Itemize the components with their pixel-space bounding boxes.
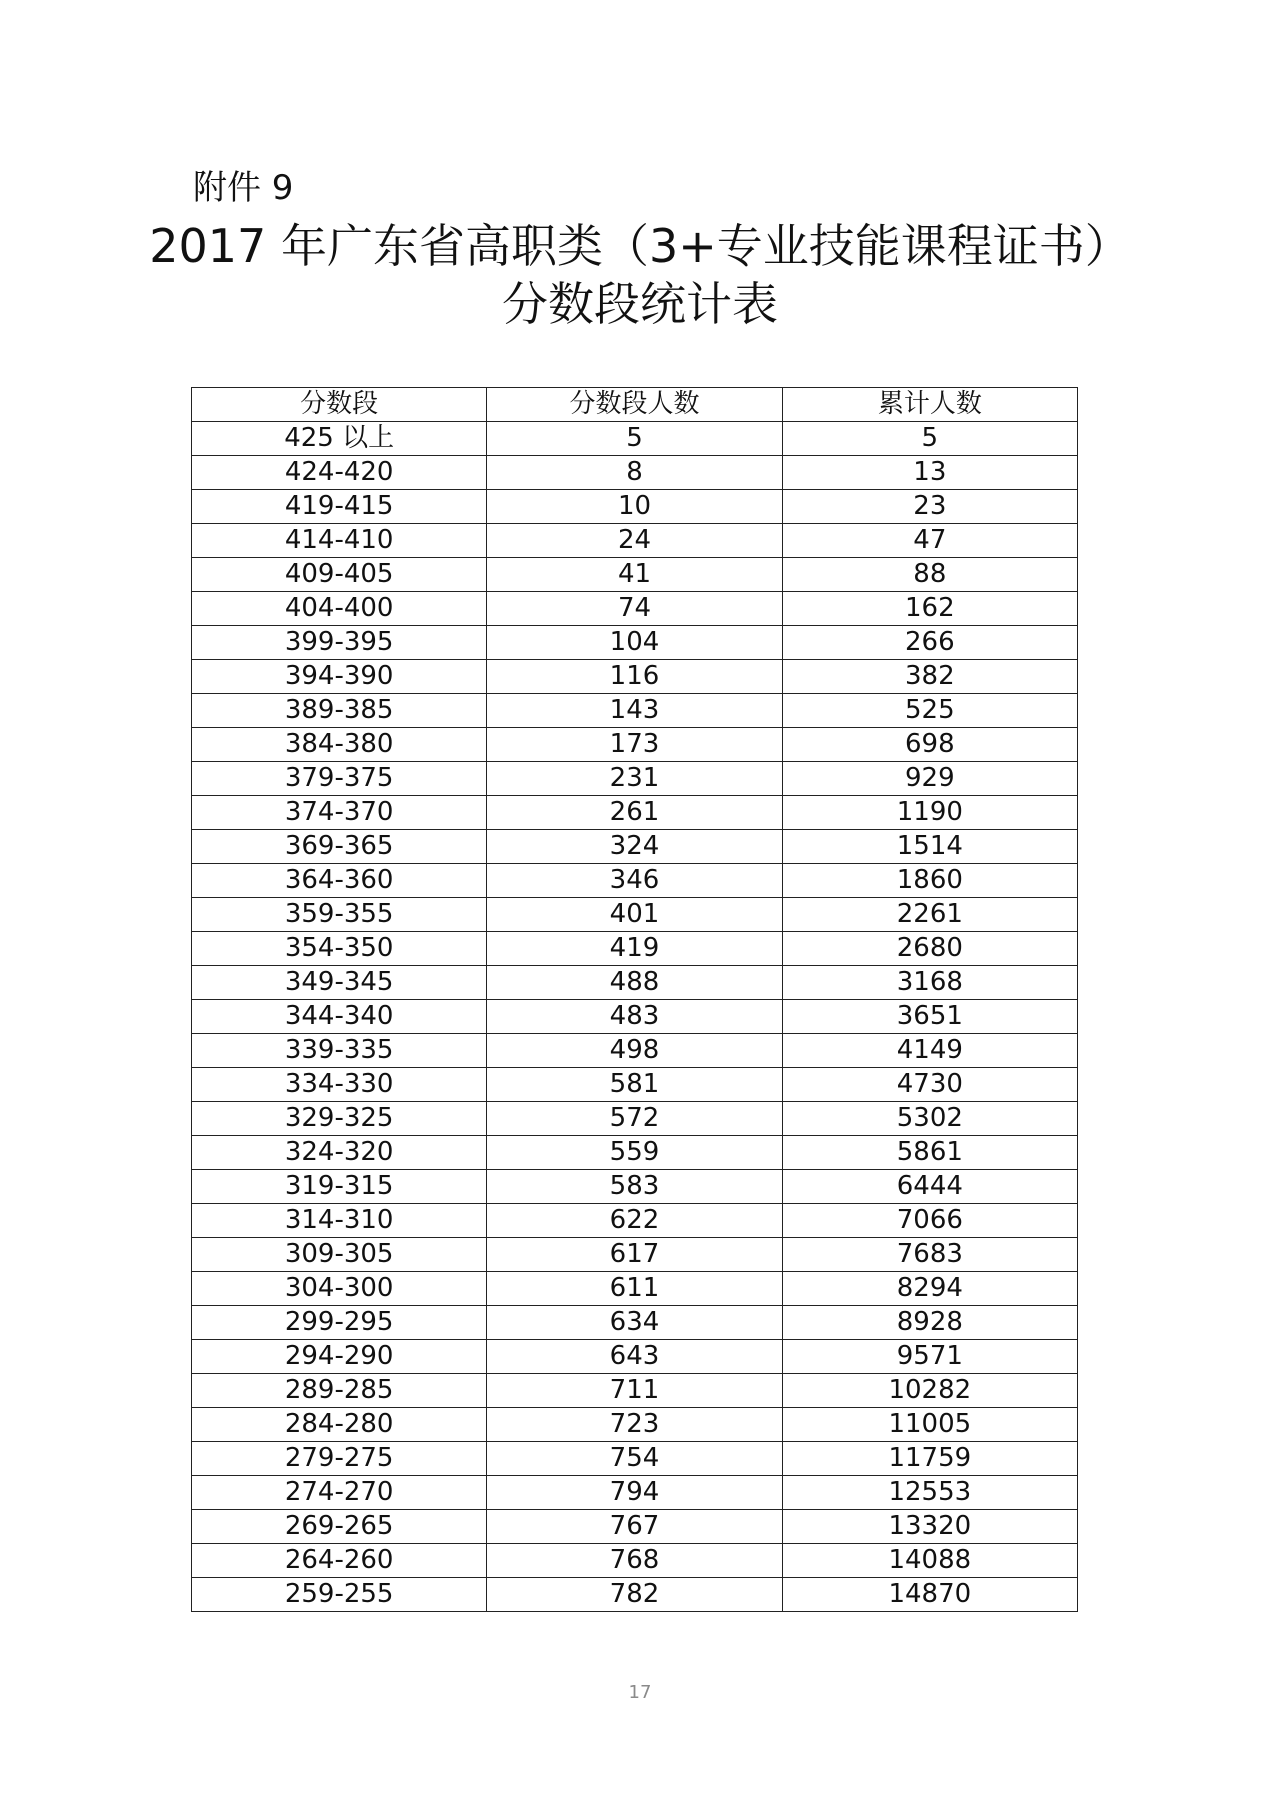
cumulative-cell: 4730 (782, 1068, 1077, 1102)
table-row (192, 592, 1078, 626)
count-cell: 622 (487, 1204, 782, 1238)
score-range-cell: 289-285 (192, 1374, 487, 1408)
score-range-cell: 384-380 (192, 728, 487, 762)
cumulative-cell: 266 (782, 626, 1077, 660)
cumulative-cell: 3168 (782, 966, 1077, 1000)
count-cell: 643 (487, 1340, 782, 1374)
score-range-cell: 379-375 (192, 762, 487, 796)
count-cell: 74 (487, 592, 782, 626)
cumulative-cell: 6444 (782, 1170, 1077, 1204)
cumulative-cell: 3651 (782, 1000, 1077, 1034)
cumulative-cell: 698 (782, 728, 1077, 762)
score-range-cell: 309-305 (192, 1238, 487, 1272)
table-row (192, 626, 1078, 660)
count-cell: 231 (487, 762, 782, 796)
table-row (192, 1340, 1078, 1374)
count-cell: 768 (487, 1544, 782, 1578)
table-row (192, 1238, 1078, 1272)
cumulative-cell: 8928 (782, 1306, 1077, 1340)
cumulative-cell: 13320 (782, 1510, 1077, 1544)
score-range-cell: 354-350 (192, 932, 487, 966)
table-row (192, 490, 1078, 524)
score-range-cell: 399-395 (192, 626, 487, 660)
score-range-cell: 284-280 (192, 1408, 487, 1442)
count-cell: 173 (487, 728, 782, 762)
score-range-cell: 274-270 (192, 1476, 487, 1510)
count-cell: 581 (487, 1068, 782, 1102)
column-header-cumulative: 累计人数 (782, 388, 1077, 422)
document-title-line-1: 2017 年广东省高职类（3+专业技能课程证书） (149, 219, 1131, 273)
cumulative-cell: 162 (782, 592, 1077, 626)
score-range-cell: 409-405 (192, 558, 487, 592)
score-range-cell: 419-415 (192, 490, 487, 524)
cumulative-cell: 8294 (782, 1272, 1077, 1306)
table-row (192, 1476, 1078, 1510)
score-range-cell: 279-275 (192, 1442, 487, 1476)
cumulative-cell: 2261 (782, 898, 1077, 932)
table-row (192, 1510, 1078, 1544)
cumulative-cell: 5302 (782, 1102, 1077, 1136)
cumulative-cell: 525 (782, 694, 1077, 728)
table-row (192, 1374, 1078, 1408)
score-range-cell: 425 以上 (192, 422, 487, 456)
table-row (192, 864, 1078, 898)
cumulative-cell: 2680 (782, 932, 1077, 966)
count-cell: 5 (487, 422, 782, 456)
count-cell: 634 (487, 1306, 782, 1340)
count-cell: 346 (487, 864, 782, 898)
table-row (192, 1306, 1078, 1340)
cumulative-cell: 4149 (782, 1034, 1077, 1068)
table-row (192, 1102, 1078, 1136)
count-cell: 261 (487, 796, 782, 830)
count-cell: 617 (487, 1238, 782, 1272)
table-row (192, 660, 1078, 694)
table-row (192, 1442, 1078, 1476)
table-row (192, 728, 1078, 762)
table-row (192, 830, 1078, 864)
score-range-cell: 269-265 (192, 1510, 487, 1544)
score-range-cell: 349-345 (192, 966, 487, 1000)
score-range-cell: 319-315 (192, 1170, 487, 1204)
count-cell: 611 (487, 1272, 782, 1306)
table-row (192, 1034, 1078, 1068)
cumulative-cell: 1860 (782, 864, 1077, 898)
count-cell: 583 (487, 1170, 782, 1204)
score-range-cell: 374-370 (192, 796, 487, 830)
count-cell: 41 (487, 558, 782, 592)
cumulative-cell: 23 (782, 490, 1077, 524)
cumulative-cell: 929 (782, 762, 1077, 796)
column-header-count: 分数段人数 (487, 388, 782, 422)
score-range-cell: 344-340 (192, 1000, 487, 1034)
table-row (192, 558, 1078, 592)
table-row (192, 1170, 1078, 1204)
table-row (192, 796, 1078, 830)
cumulative-cell: 14870 (782, 1578, 1077, 1612)
table-row (192, 422, 1078, 456)
count-cell: 419 (487, 932, 782, 966)
score-range-cell: 264-260 (192, 1544, 487, 1578)
count-cell: 782 (487, 1578, 782, 1612)
cumulative-cell: 12553 (782, 1476, 1077, 1510)
cumulative-cell: 10282 (782, 1374, 1077, 1408)
count-cell: 143 (487, 694, 782, 728)
score-range-cell: 364-360 (192, 864, 487, 898)
score-range-cell: 304-300 (192, 1272, 487, 1306)
score-range-cell: 339-335 (192, 1034, 487, 1068)
table-row (192, 1136, 1078, 1170)
count-cell: 104 (487, 626, 782, 660)
cumulative-cell: 7066 (782, 1204, 1077, 1238)
cumulative-cell: 1190 (782, 796, 1077, 830)
cumulative-cell: 14088 (782, 1544, 1077, 1578)
score-range-cell: 404-400 (192, 592, 487, 626)
table-row (192, 1544, 1078, 1578)
score-range-cell: 424-420 (192, 456, 487, 490)
document-title-line-2: 分数段统计表 (502, 277, 778, 331)
count-cell: 559 (487, 1136, 782, 1170)
cumulative-cell: 5 (782, 422, 1077, 456)
count-cell: 498 (487, 1034, 782, 1068)
count-cell: 488 (487, 966, 782, 1000)
score-range-cell: 294-290 (192, 1340, 487, 1374)
cumulative-cell: 5861 (782, 1136, 1077, 1170)
table-row (192, 456, 1078, 490)
count-cell: 324 (487, 830, 782, 864)
score-range-cell: 259-255 (192, 1578, 487, 1612)
table-row (192, 1578, 1078, 1612)
cumulative-cell: 11759 (782, 1442, 1077, 1476)
score-range-cell: 299-295 (192, 1306, 487, 1340)
cumulative-cell: 47 (782, 524, 1077, 558)
table-row (192, 898, 1078, 932)
table-row (192, 524, 1078, 558)
count-cell: 24 (487, 524, 782, 558)
count-cell: 711 (487, 1374, 782, 1408)
score-range-cell: 414-410 (192, 524, 487, 558)
count-cell: 794 (487, 1476, 782, 1510)
count-cell: 723 (487, 1408, 782, 1442)
score-range-cell: 329-325 (192, 1102, 487, 1136)
count-cell: 10 (487, 490, 782, 524)
count-cell: 572 (487, 1102, 782, 1136)
cumulative-cell: 13 (782, 456, 1077, 490)
cumulative-cell: 9571 (782, 1340, 1077, 1374)
score-range-cell: 324-320 (192, 1136, 487, 1170)
cumulative-cell: 11005 (782, 1408, 1077, 1442)
table-row (192, 1408, 1078, 1442)
table-row (192, 694, 1078, 728)
score-range-cell: 369-365 (192, 830, 487, 864)
table-row (192, 762, 1078, 796)
attachment-label: 附件 9 (193, 168, 294, 208)
cumulative-cell: 1514 (782, 830, 1077, 864)
count-cell: 754 (487, 1442, 782, 1476)
score-range-cell: 314-310 (192, 1204, 487, 1238)
cumulative-cell: 88 (782, 558, 1077, 592)
score-distribution-table (191, 387, 1078, 1612)
table-row (192, 1000, 1078, 1034)
table-row (192, 932, 1078, 966)
table-row (192, 1068, 1078, 1102)
score-range-cell: 359-355 (192, 898, 487, 932)
table-row (192, 1204, 1078, 1238)
cumulative-cell: 382 (782, 660, 1077, 694)
score-range-cell: 389-385 (192, 694, 487, 728)
score-range-cell: 394-390 (192, 660, 487, 694)
page-number: 17 (628, 1682, 652, 1703)
count-cell: 116 (487, 660, 782, 694)
table-row (192, 1272, 1078, 1306)
cumulative-cell: 7683 (782, 1238, 1077, 1272)
count-cell: 483 (487, 1000, 782, 1034)
table-body (192, 422, 1078, 1612)
count-cell: 401 (487, 898, 782, 932)
count-cell: 8 (487, 456, 782, 490)
count-cell: 767 (487, 1510, 782, 1544)
table-row (192, 966, 1078, 1000)
score-range-cell: 334-330 (192, 1068, 487, 1102)
column-header-score-range: 分数段 (192, 388, 487, 422)
table-header-row (192, 388, 1078, 422)
